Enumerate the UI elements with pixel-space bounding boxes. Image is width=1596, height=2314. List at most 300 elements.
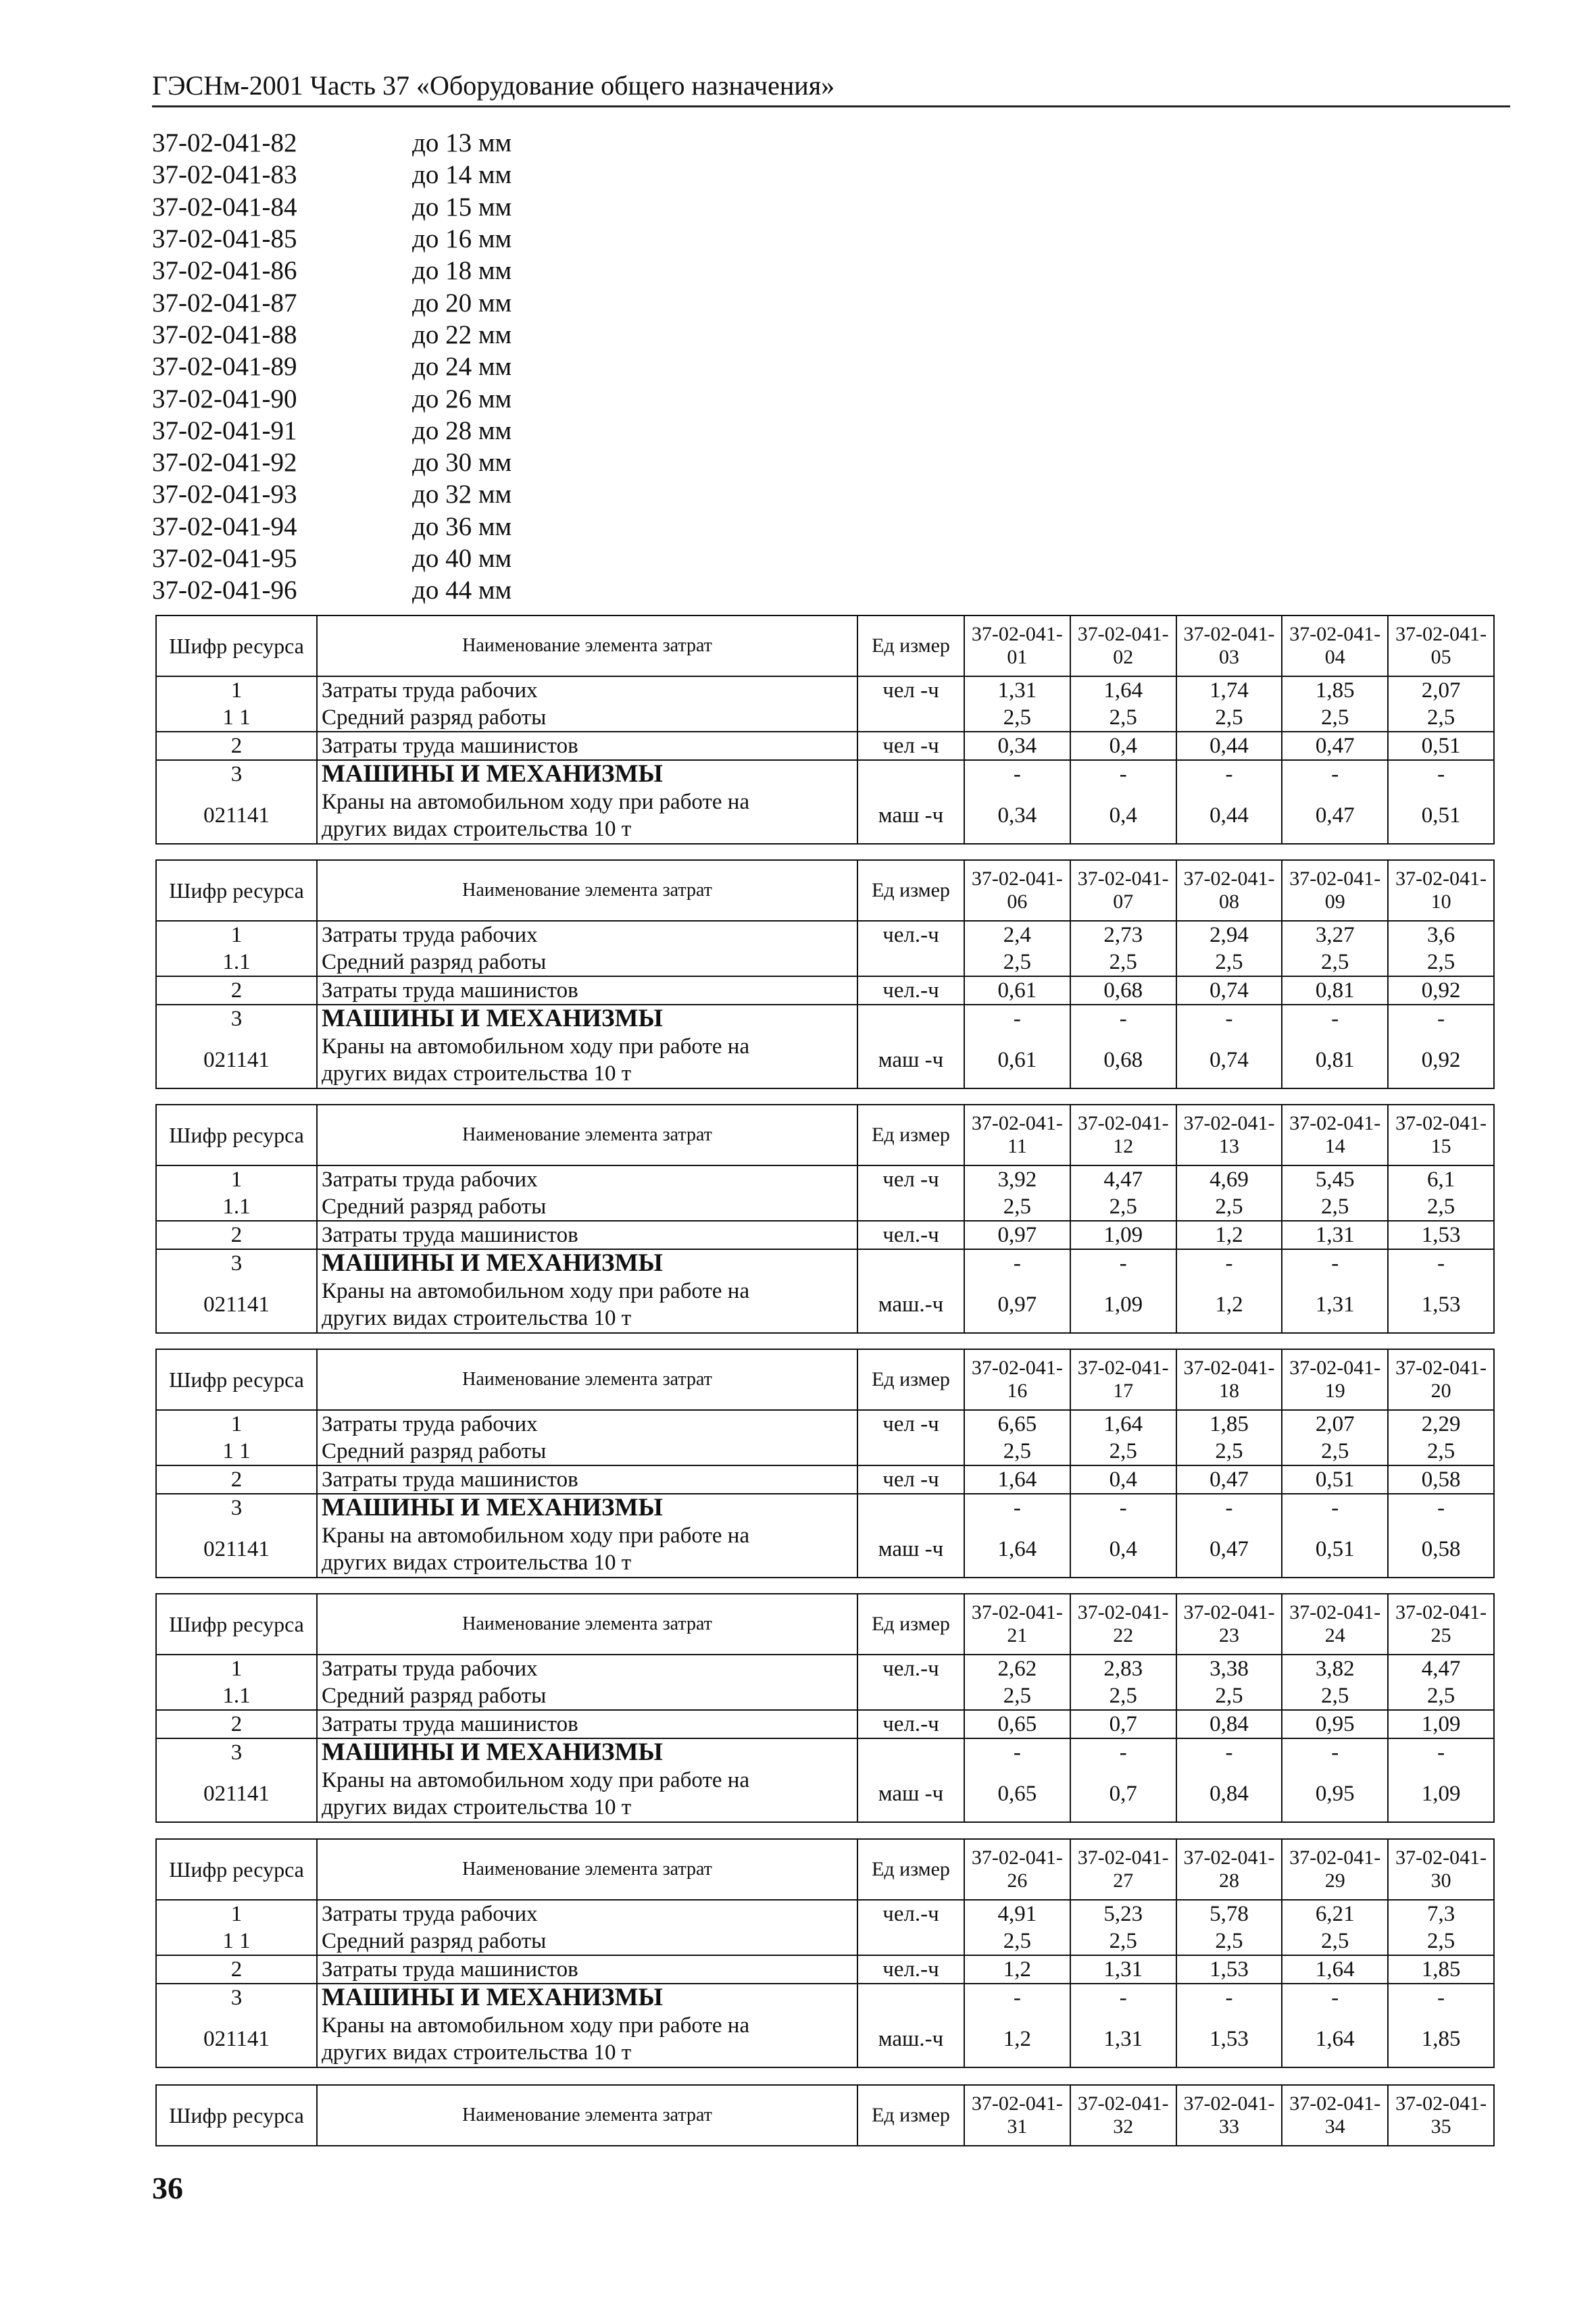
cell-value: -	[1282, 1494, 1388, 1521]
cell-name-line: Краны на автомобильном ходу при работе на	[322, 2013, 750, 2038]
header-name: Наименование элемента затрат	[317, 1349, 857, 1410]
table-row	[156, 732, 1494, 760]
cell-name: МАШИНЫ И МЕХАНИЗМЫ	[317, 1249, 857, 1277]
cell-value: 2,5	[1388, 1438, 1494, 1465]
cell-value: 2,73	[1070, 921, 1176, 949]
cell-value: 1,53	[1176, 2011, 1282, 2067]
cell-value: 1,09	[1388, 1710, 1494, 1738]
cell-name: Затраты труда рабочих	[317, 1655, 857, 1682]
page-number: 36	[152, 2171, 183, 2205]
resource-table	[155, 1104, 1495, 1334]
cell-unit: чел -ч	[857, 1165, 964, 1193]
code-list-item	[152, 511, 512, 543]
cell-unit	[857, 1984, 964, 2011]
header-norm-code: 37-02-041-02	[1070, 615, 1176, 676]
cell-code: 2	[156, 1221, 317, 1249]
cell-code: 1	[156, 1655, 317, 1682]
cell-value: 6,65	[964, 1410, 1070, 1438]
cell-value: -	[964, 1738, 1070, 1766]
header-cipher: Шифр ресурса	[156, 615, 317, 676]
cell-name: Затраты труда машинистов	[317, 732, 857, 760]
cell-value: 2,5	[1070, 704, 1176, 732]
page-header-title: ГЭСНм-2001 Часть 37 «Оборудование общего назначения»	[152, 70, 835, 101]
cell-value: -	[964, 1494, 1070, 1521]
cell-name: МАШИНЫ И МЕХАНИЗМЫ	[317, 1984, 857, 2011]
header-unit: Ед измер	[857, 1594, 964, 1655]
cell-code: 1	[156, 1410, 317, 1438]
table-header-row	[156, 2085, 1494, 2146]
cell-value: 0,4	[1070, 1521, 1176, 1578]
cell-code: 1	[156, 676, 317, 704]
cell-unit: чел.-ч	[857, 1955, 964, 1984]
cell-code: 3	[156, 1005, 317, 1032]
code-list-desc: до 40 мм	[412, 544, 512, 573]
code-list-desc: до 24 мм	[412, 352, 512, 382]
cell-value: 0,61	[964, 976, 1070, 1005]
cell-value: 2,5	[1388, 949, 1494, 976]
cell-value: 0,58	[1388, 1465, 1494, 1494]
cell-value: 0,84	[1176, 1710, 1282, 1738]
cell-name	[317, 2011, 857, 2067]
cell-code: 1	[156, 1165, 317, 1193]
cell-value: 1,2	[1176, 1221, 1282, 1249]
cell-code: 2	[156, 732, 317, 760]
cell-unit: чел -ч	[857, 676, 964, 704]
cell-code: 1.1	[156, 1682, 317, 1710]
header-norm-code: 37-02-041-30	[1388, 1839, 1494, 1900]
cell-value: -	[964, 1249, 1070, 1277]
code-list	[152, 127, 512, 606]
cell-name: МАШИНЫ И МЕХАНИЗМЫ	[317, 760, 857, 788]
cell-code: 021141	[156, 788, 317, 844]
cell-name: МАШИНЫ И МЕХАНИЗМЫ	[317, 1005, 857, 1032]
header-norm-code: 37-02-041-31	[964, 2085, 1070, 2146]
cell-value: -	[1388, 1494, 1494, 1521]
cell-value: 2,5	[1388, 1682, 1494, 1710]
cell-value: 1,64	[1282, 1955, 1388, 1984]
resource-table	[155, 859, 1495, 1089]
cell-value: 0,65	[964, 1710, 1070, 1738]
cell-value: 2,5	[964, 949, 1070, 976]
cell-value: 0,47	[1282, 732, 1388, 760]
code-list-code: 37-02-041-87	[152, 288, 297, 318]
header-name: Наименование элемента затрат	[317, 615, 857, 676]
header-norm-code: 37-02-041-24	[1282, 1594, 1388, 1655]
cell-name-line: других видах строительства 10 т	[322, 1551, 632, 1575]
cell-value: 1,74	[1176, 676, 1282, 704]
cell-name: Средний разряд работы	[317, 1193, 857, 1221]
cell-value: 2,5	[1282, 1438, 1388, 1465]
cell-value: -	[964, 1005, 1070, 1032]
cell-code: 3	[156, 1249, 317, 1277]
table-row	[156, 1521, 1494, 1578]
header-norm-code: 37-02-041-32	[1070, 2085, 1176, 2146]
cell-value: 0,95	[1282, 1710, 1388, 1738]
cell-unit: чел.-ч	[857, 1710, 964, 1738]
header-norm-code: 37-02-041-29	[1282, 1839, 1388, 1900]
cell-unit: маш.-ч	[857, 2011, 964, 2067]
cell-name-line: других видах строительства 10 т	[322, 817, 632, 841]
cell-name-line: Краны на автомобильном ходу при работе на	[322, 1524, 750, 1548]
cell-name: Затраты труда машинистов	[317, 976, 857, 1005]
header-name: Наименование элемента затрат	[317, 1594, 857, 1655]
code-list-desc: до 22 мм	[412, 320, 512, 349]
cell-value: 3,6	[1388, 921, 1494, 949]
code-list-code: 37-02-041-90	[152, 384, 297, 413]
cell-value: 0,47	[1282, 788, 1388, 844]
cell-value: -	[1070, 1005, 1176, 1032]
table-row	[156, 1277, 1494, 1333]
header-norm-code: 37-02-041-20	[1388, 1349, 1494, 1410]
code-list-desc: до 18 мм	[412, 256, 512, 286]
cell-code: 2	[156, 976, 317, 1005]
header-norm-code: 37-02-041-21	[964, 1594, 1070, 1655]
cell-value: 0,4	[1070, 1465, 1176, 1494]
cell-value: -	[1282, 1738, 1388, 1766]
cell-value: 2,5	[964, 704, 1070, 732]
cell-name: Затраты труда машинистов	[317, 1955, 857, 1984]
header-unit: Ед измер	[857, 1349, 964, 1410]
cell-code: 3	[156, 1738, 317, 1766]
cell-code: 1.1	[156, 1193, 317, 1221]
cell-code: 1 1	[156, 704, 317, 732]
cell-value: 2,5	[1282, 1193, 1388, 1221]
cell-value: 4,47	[1070, 1165, 1176, 1193]
cell-unit	[857, 1249, 964, 1277]
code-list-desc: до 44 мм	[412, 576, 512, 605]
cell-name-line: других видах строительства 10 т	[322, 1306, 632, 1330]
cell-value: 0,7	[1070, 1766, 1176, 1822]
cell-value: 2,5	[1176, 704, 1282, 732]
cell-value: 2,07	[1282, 1410, 1388, 1438]
cell-name: Затраты труда рабочих	[317, 1900, 857, 1928]
table-header-row	[156, 860, 1494, 921]
cell-value: 2,5	[964, 1438, 1070, 1465]
cell-value: 1,53	[1388, 1221, 1494, 1249]
cell-value: -	[1388, 1984, 1494, 2011]
cell-value: 2,4	[964, 921, 1070, 949]
cell-name-line: Краны на автомобильном ходу при работе на	[322, 790, 750, 814]
header-norm-code: 37-02-041-28	[1176, 1839, 1282, 1900]
cell-code: 1 1	[156, 1928, 317, 1955]
cell-value: 7,3	[1388, 1900, 1494, 1928]
header-norm-code: 37-02-041-08	[1176, 860, 1282, 921]
header-cipher: Шифр ресурса	[156, 860, 317, 921]
header-norm-code: 37-02-041-01	[964, 615, 1070, 676]
table-row	[156, 1984, 1494, 2011]
cell-value: -	[964, 760, 1070, 788]
cell-value: 0,51	[1282, 1465, 1388, 1494]
code-list-item	[152, 223, 512, 255]
code-list-desc: до 20 мм	[412, 288, 512, 318]
cell-unit	[857, 1494, 964, 1521]
cell-name	[317, 788, 857, 844]
table-row	[156, 976, 1494, 1005]
cell-code: 2	[156, 1710, 317, 1738]
header-name: Наименование элемента затрат	[317, 2085, 857, 2146]
header-cipher: Шифр ресурса	[156, 1839, 317, 1900]
cell-unit	[857, 1928, 964, 1955]
code-list-code: 37-02-041-92	[152, 448, 297, 478]
header-norm-code: 37-02-041-33	[1176, 2085, 1282, 2146]
cell-value: 0,74	[1176, 976, 1282, 1005]
cell-value: -	[964, 1984, 1070, 2011]
cell-value: 1,53	[1176, 1955, 1282, 1984]
cell-unit: чел.-ч	[857, 976, 964, 1005]
cell-unit: маш -ч	[857, 1766, 964, 1822]
cell-value: -	[1176, 1738, 1282, 1766]
code-list-code: 37-02-041-94	[152, 511, 297, 541]
cell-name: Затраты труда машинистов	[317, 1465, 857, 1494]
cell-name: МАШИНЫ И МЕХАНИЗМЫ	[317, 1738, 857, 1766]
code-list-code: 37-02-041-89	[152, 352, 297, 382]
table-row	[156, 1032, 1494, 1088]
code-list-desc: до 36 мм	[412, 511, 512, 541]
table-row	[156, 1655, 1494, 1682]
cell-value: 0,68	[1070, 1032, 1176, 1088]
cell-name-line: других видах строительства 10 т	[322, 1061, 632, 1086]
code-list-item	[152, 191, 512, 223]
code-list-code: 37-02-041-91	[152, 416, 297, 445]
table-row	[156, 1410, 1494, 1438]
cell-value: 0,58	[1388, 1521, 1494, 1578]
code-list-code: 37-02-041-88	[152, 320, 297, 349]
cell-value: 0,51	[1388, 788, 1494, 844]
header-norm-code: 37-02-041-13	[1176, 1105, 1282, 1165]
cell-value: 0,92	[1388, 976, 1494, 1005]
cell-code: 3	[156, 1984, 317, 2011]
cell-name: Средний разряд работы	[317, 1928, 857, 1955]
table-row	[156, 1165, 1494, 1193]
cell-value: 2,5	[1176, 1682, 1282, 1710]
cell-value: -	[1176, 1984, 1282, 2011]
header-norm-code: 37-02-041-25	[1388, 1594, 1494, 1655]
header-norm-code: 37-02-041-06	[964, 860, 1070, 921]
cell-value: 2,83	[1070, 1655, 1176, 1682]
cell-value: 1,31	[964, 676, 1070, 704]
header-norm-code: 37-02-041-27	[1070, 1839, 1176, 1900]
header-unit: Ед измер	[857, 1105, 964, 1165]
cell-name-line: Краны на автомобильном ходу при работе на	[322, 1768, 750, 1792]
cell-unit: чел -ч	[857, 732, 964, 760]
header-norm-code: 37-02-041-15	[1388, 1105, 1494, 1165]
table-row	[156, 760, 1494, 788]
cell-value: 0,97	[964, 1277, 1070, 1333]
code-list-code: 37-02-041-96	[152, 576, 297, 605]
header-norm-code: 37-02-041-14	[1282, 1105, 1388, 1165]
header-cipher: Шифр ресурса	[156, 1594, 317, 1655]
cell-value: 2,5	[1070, 1193, 1176, 1221]
table-row	[156, 1438, 1494, 1465]
cell-value: 2,29	[1388, 1410, 1494, 1438]
cell-value: 1,64	[964, 1465, 1070, 1494]
cell-value: 1,85	[1282, 676, 1388, 704]
table-row	[156, 949, 1494, 976]
cell-unit	[857, 1005, 964, 1032]
cell-name-line: Краны на автомобильном ходу при работе на	[322, 1279, 750, 1303]
code-list-desc: до 16 мм	[412, 224, 512, 254]
cell-value: -	[1070, 1249, 1176, 1277]
header-norm-code: 37-02-041-18	[1176, 1349, 1282, 1410]
table-header-row	[156, 1349, 1494, 1410]
cell-name: Затраты труда рабочих	[317, 676, 857, 704]
code-list-desc: до 32 мм	[412, 480, 512, 509]
cell-value: 0,61	[964, 1032, 1070, 1088]
header-norm-code: 37-02-041-05	[1388, 615, 1494, 676]
code-list-item	[152, 447, 512, 478]
header-norm-code: 37-02-041-12	[1070, 1105, 1176, 1165]
cell-value: 0,47	[1176, 1521, 1282, 1578]
code-list-code: 37-02-041-86	[152, 256, 297, 286]
cell-value: 0,47	[1176, 1465, 1282, 1494]
code-list-code: 37-02-041-95	[152, 544, 297, 573]
cell-value: 2,5	[1388, 1193, 1494, 1221]
code-list-code: 37-02-041-83	[152, 160, 297, 190]
cell-code: 2	[156, 1465, 317, 1494]
cell-value: 2,5	[1176, 1928, 1282, 1955]
cell-value: 2,5	[964, 1928, 1070, 1955]
cell-value: 2,5	[1282, 1928, 1388, 1955]
table-row	[156, 1249, 1494, 1277]
code-list-desc: до 26 мм	[412, 384, 512, 413]
cell-value: 1,31	[1282, 1221, 1388, 1249]
cell-value: 2,5	[1282, 704, 1388, 732]
cell-value: 6,21	[1282, 1900, 1388, 1928]
cell-code: 021141	[156, 2011, 317, 2067]
cell-value: 6,1	[1388, 1165, 1494, 1193]
cell-unit: чел.-ч	[857, 1221, 964, 1249]
cell-code: 1.1	[156, 949, 317, 976]
cell-unit: маш.-ч	[857, 1277, 964, 1333]
cell-value: 0,4	[1070, 788, 1176, 844]
header-unit: Ед измер	[857, 860, 964, 921]
cell-value: -	[1070, 760, 1176, 788]
table-header-row	[156, 1839, 1494, 1900]
cell-value: 2,5	[1388, 1928, 1494, 1955]
cell-value: 0,68	[1070, 976, 1176, 1005]
cell-value: 1,2	[964, 1955, 1070, 1984]
table-row	[156, 1682, 1494, 1710]
header-norm-code: 37-02-041-07	[1070, 860, 1176, 921]
cell-name: Средний разряд работы	[317, 1438, 857, 1465]
cell-name: Средний разряд работы	[317, 704, 857, 732]
cell-value: 1,09	[1070, 1221, 1176, 1249]
header-name: Наименование элемента затрат	[317, 1105, 857, 1165]
cell-value: 2,5	[964, 1193, 1070, 1221]
cell-value: 2,5	[1176, 1438, 1282, 1465]
cell-value: -	[1388, 1738, 1494, 1766]
table-header-row	[156, 1594, 1494, 1655]
header-unit: Ед измер	[857, 1839, 964, 1900]
header-name: Наименование элемента затрат	[317, 860, 857, 921]
code-list-code: 37-02-041-84	[152, 192, 297, 222]
cell-code: 2	[156, 1955, 317, 1984]
cell-name: МАШИНЫ И МЕХАНИЗМЫ	[317, 1494, 857, 1521]
code-list-item	[152, 382, 512, 414]
cell-value: -	[1388, 1249, 1494, 1277]
code-list-desc: до 15 мм	[412, 192, 512, 222]
resource-table	[155, 1838, 1495, 2068]
cell-value: 3,82	[1282, 1655, 1388, 1682]
code-list-item	[152, 415, 512, 447]
header-unit: Ед измер	[857, 2085, 964, 2146]
cell-value: 0,7	[1070, 1710, 1176, 1738]
cell-value: 2,07	[1388, 676, 1494, 704]
cell-value: 4,69	[1176, 1165, 1282, 1193]
code-list-item	[152, 543, 512, 574]
cell-value: 1,64	[1070, 1410, 1176, 1438]
cell-name: Затраты труда машинистов	[317, 1221, 857, 1249]
cell-value: 0,51	[1388, 732, 1494, 760]
cell-value: 1,31	[1282, 1277, 1388, 1333]
cell-value: 0,92	[1388, 1032, 1494, 1088]
cell-value: 0,51	[1282, 1521, 1388, 1578]
header-norm-code: 37-02-041-17	[1070, 1349, 1176, 1410]
cell-value: 1,31	[1070, 2011, 1176, 2067]
header-norm-code: 37-02-041-16	[964, 1349, 1070, 1410]
cell-code: 021141	[156, 1521, 317, 1578]
cell-value: -	[1176, 1249, 1282, 1277]
table-row	[156, 921, 1494, 949]
cell-code: 3	[156, 1494, 317, 1521]
code-list-desc: до 30 мм	[412, 448, 512, 478]
header-unit: Ед измер	[857, 615, 964, 676]
cell-value: 3,92	[964, 1165, 1070, 1193]
cell-unit: чел.-ч	[857, 1655, 964, 1682]
code-list-desc: до 28 мм	[412, 416, 512, 445]
cell-name	[317, 1277, 857, 1333]
code-list-item	[152, 286, 512, 318]
resource-table	[155, 1349, 1495, 1578]
cell-code: 021141	[156, 1032, 317, 1088]
cell-name: Затраты труда рабочих	[317, 1165, 857, 1193]
cell-value: 1,85	[1388, 2011, 1494, 2067]
cell-name: Затраты труда рабочих	[317, 1410, 857, 1438]
header-norm-code: 37-02-041-26	[964, 1839, 1070, 1900]
table-row	[156, 788, 1494, 844]
cell-value: 0,97	[964, 1221, 1070, 1249]
code-list-item	[152, 574, 512, 606]
header-norm-code: 37-02-041-23	[1176, 1594, 1282, 1655]
cell-value: 5,45	[1282, 1165, 1388, 1193]
cell-value: 0,95	[1282, 1766, 1388, 1822]
cell-value: 2,5	[1070, 949, 1176, 976]
header-norm-code: 37-02-041-34	[1282, 2085, 1388, 2146]
header-norm-code: 37-02-041-35	[1388, 2085, 1494, 2146]
cell-value: 0,65	[964, 1766, 1070, 1822]
table-row	[156, 1710, 1494, 1738]
cell-unit: маш -ч	[857, 1032, 964, 1088]
cell-value: -	[1176, 1494, 1282, 1521]
table-row	[156, 1005, 1494, 1032]
cell-unit: чел.-ч	[857, 1900, 964, 1928]
code-list-code: 37-02-041-85	[152, 224, 297, 254]
header-cipher: Шифр ресурса	[156, 1349, 317, 1410]
table-row	[156, 2011, 1494, 2067]
table-row	[156, 704, 1494, 732]
cell-value: 0,44	[1176, 732, 1282, 760]
cell-name: Средний разряд работы	[317, 1682, 857, 1710]
cell-value: 2,5	[1388, 704, 1494, 732]
cell-value: 0,34	[964, 788, 1070, 844]
table-row	[156, 1738, 1494, 1766]
cell-value: 0,81	[1282, 976, 1388, 1005]
cell-name-line: Краны на автомобильном ходу при работе на	[322, 1034, 750, 1059]
cell-value: 2,5	[1282, 949, 1388, 976]
cell-name: Затраты труда машинистов	[317, 1710, 857, 1738]
cell-name	[317, 1766, 857, 1822]
cell-name	[317, 1032, 857, 1088]
